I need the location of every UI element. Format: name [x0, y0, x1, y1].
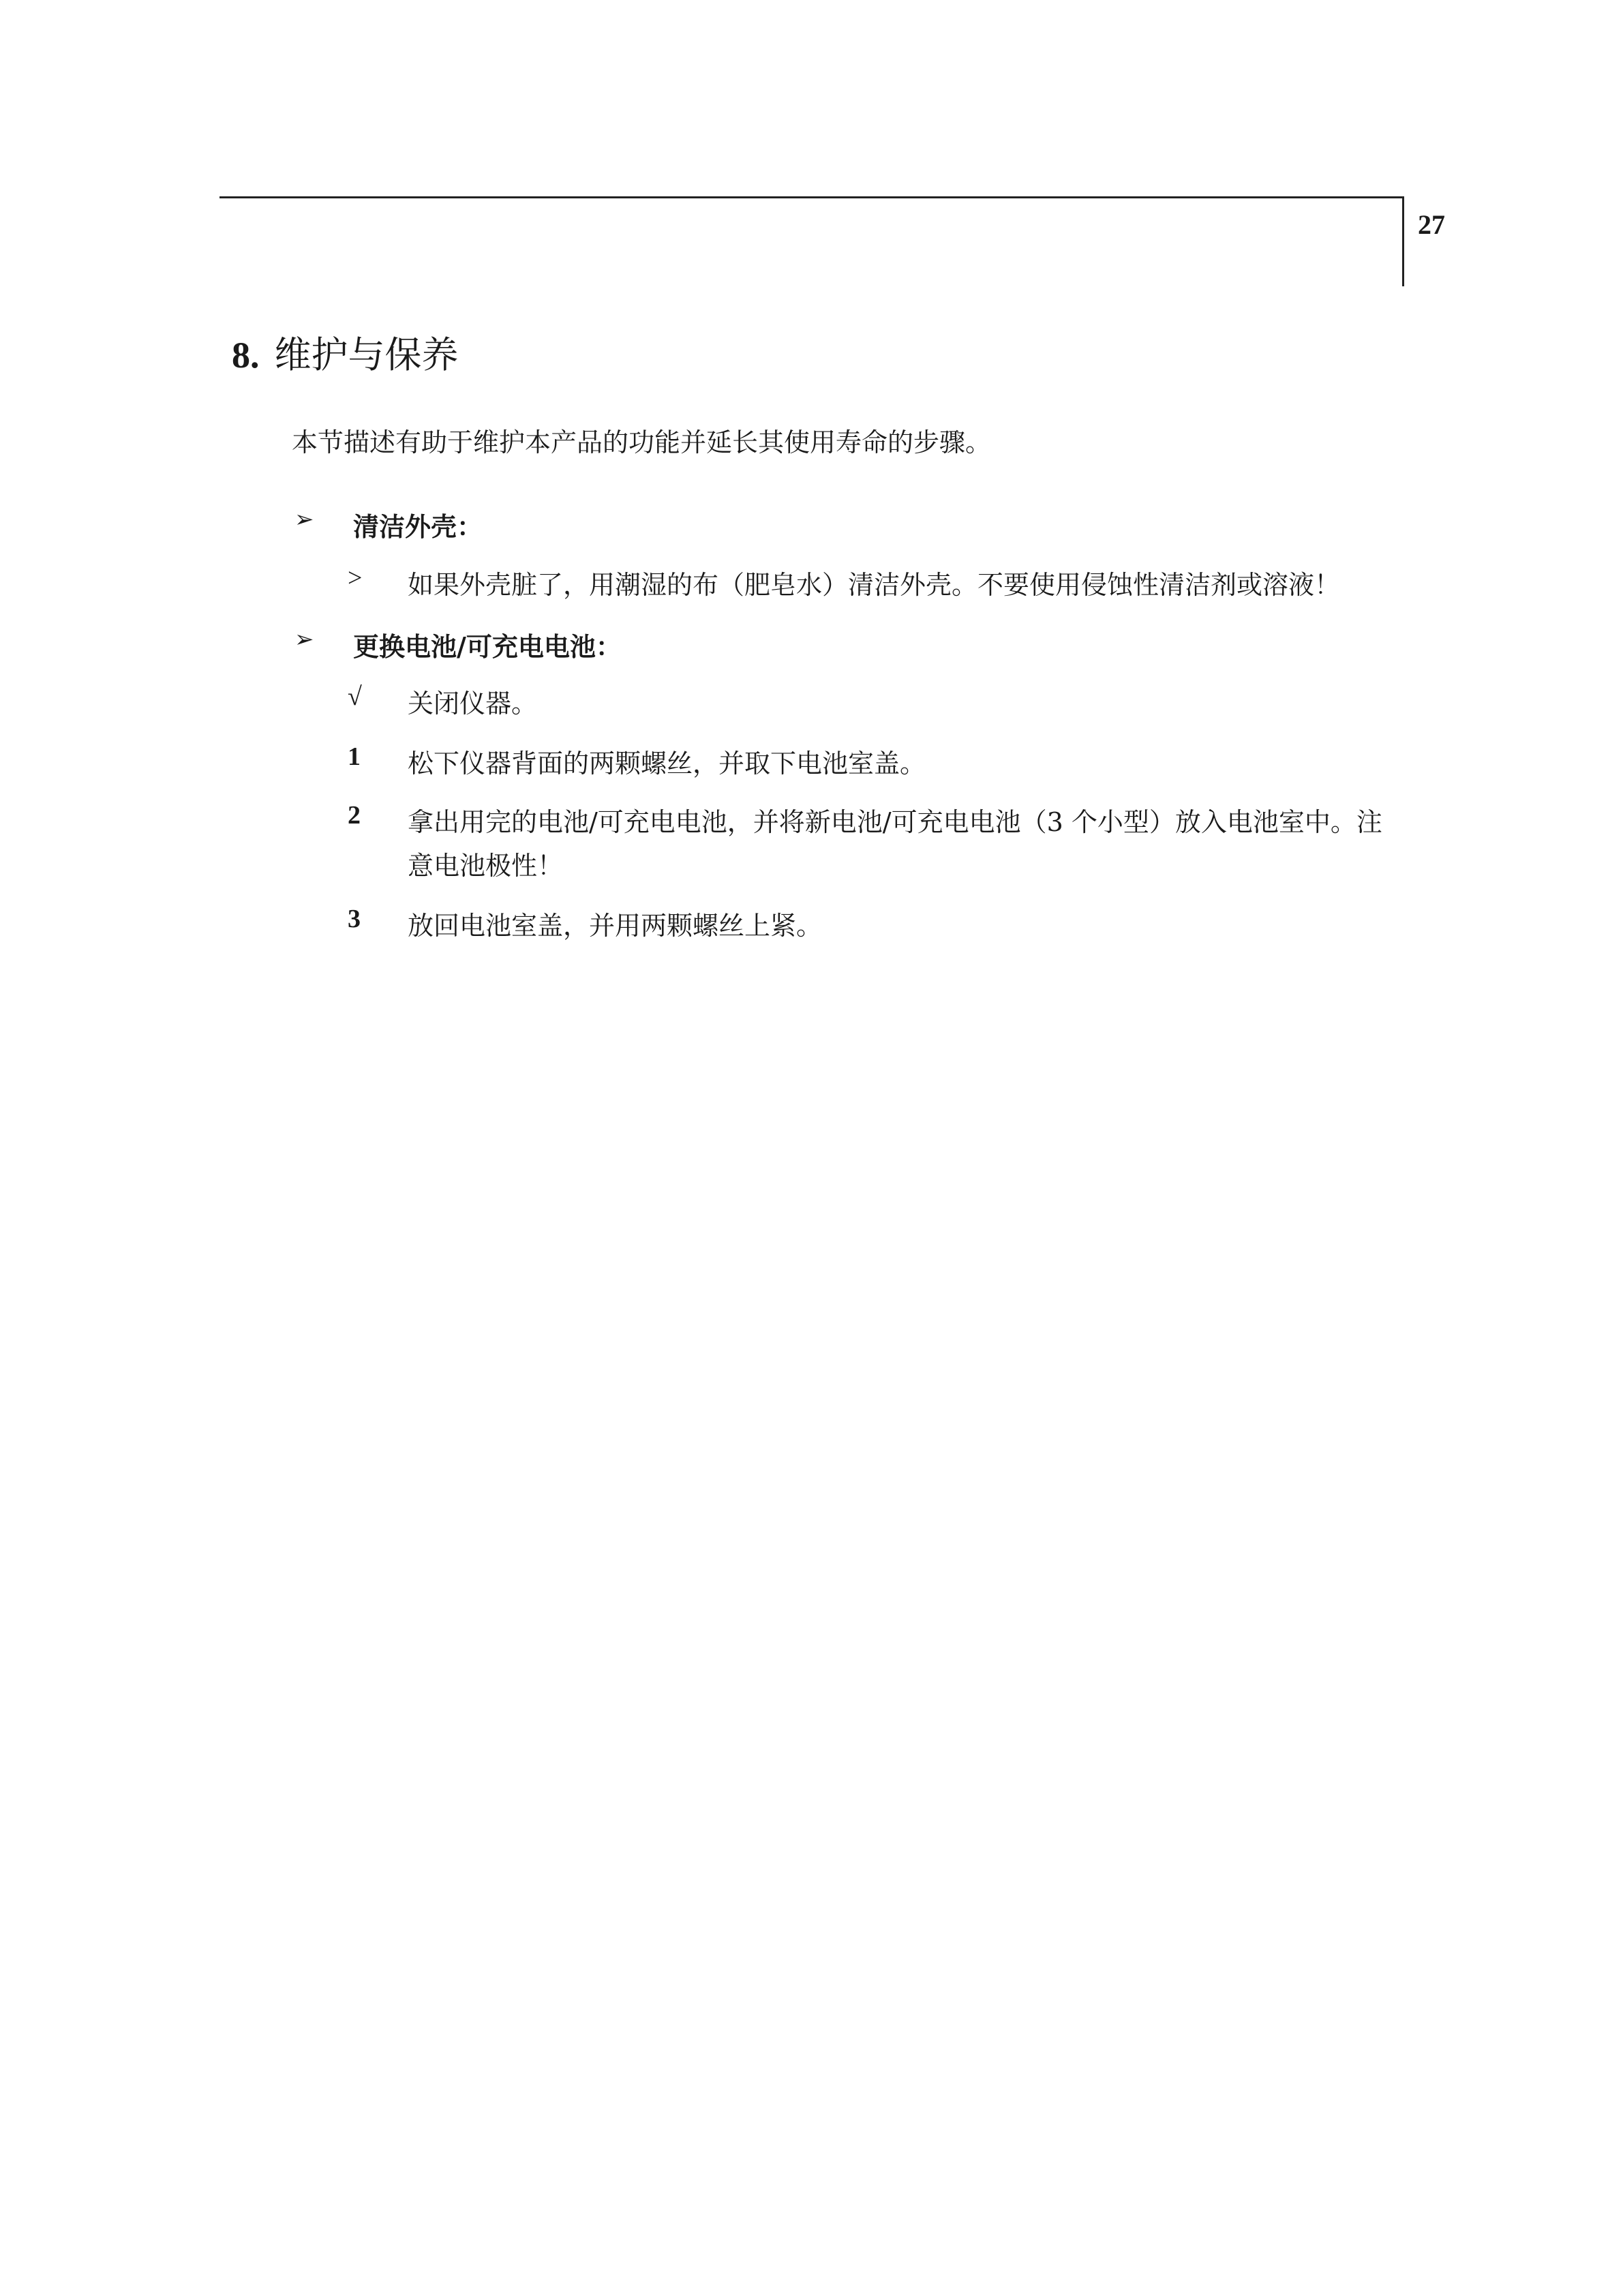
battery-step: [348, 904, 1403, 948]
battery-step: [348, 800, 1403, 888]
section-intro: 本节描述有助于维护本产品的功能并延长其使用寿命的步骤。: [292, 427, 992, 457]
section-title: 维护与保养: [274, 333, 459, 376]
cleaning-heading-label: 清洁外壳：: [353, 511, 483, 542]
step-text: 放回电池室盖，并用两颗螺丝上紧。: [408, 911, 823, 941]
page-number: 27: [1418, 209, 1445, 240]
checkmark-icon: √: [348, 682, 362, 711]
item-marker: >: [348, 564, 363, 592]
item-text: 如果外壳脏了，用潮湿的布（肥皂水）清洁外壳。不要使用侵蚀性清洁剂或溶液！: [408, 570, 1341, 600]
section-number: 8.: [232, 335, 260, 376]
bullet-arrow-icon: ➢: [294, 506, 314, 533]
item-text: 关闭仪器。: [408, 689, 538, 719]
cleaning-item: [348, 563, 1403, 607]
step-text: 拿出用完的电池/可充电电池，并将新电池/可充电电池（3 个小型）放入电池室中。注意电池极性！: [408, 807, 1382, 881]
header-vertical-rule: [1402, 196, 1404, 286]
step-text: 松下仪器背面的两颗螺丝，并取下电池室盖。: [408, 749, 926, 779]
cleaning-heading: [294, 506, 483, 543]
step-number: 3: [348, 905, 361, 933]
battery-item: [348, 682, 1403, 725]
bullet-arrow-icon: ➢: [294, 626, 314, 653]
battery-step: [348, 742, 1403, 785]
header-rule: [219, 196, 1404, 198]
battery-heading-label: 更换电池/可充电电池：: [353, 631, 622, 662]
step-number: 2: [348, 801, 361, 830]
battery-heading: [294, 626, 622, 663]
section-heading: [232, 326, 459, 378]
step-number: 1: [348, 742, 361, 771]
